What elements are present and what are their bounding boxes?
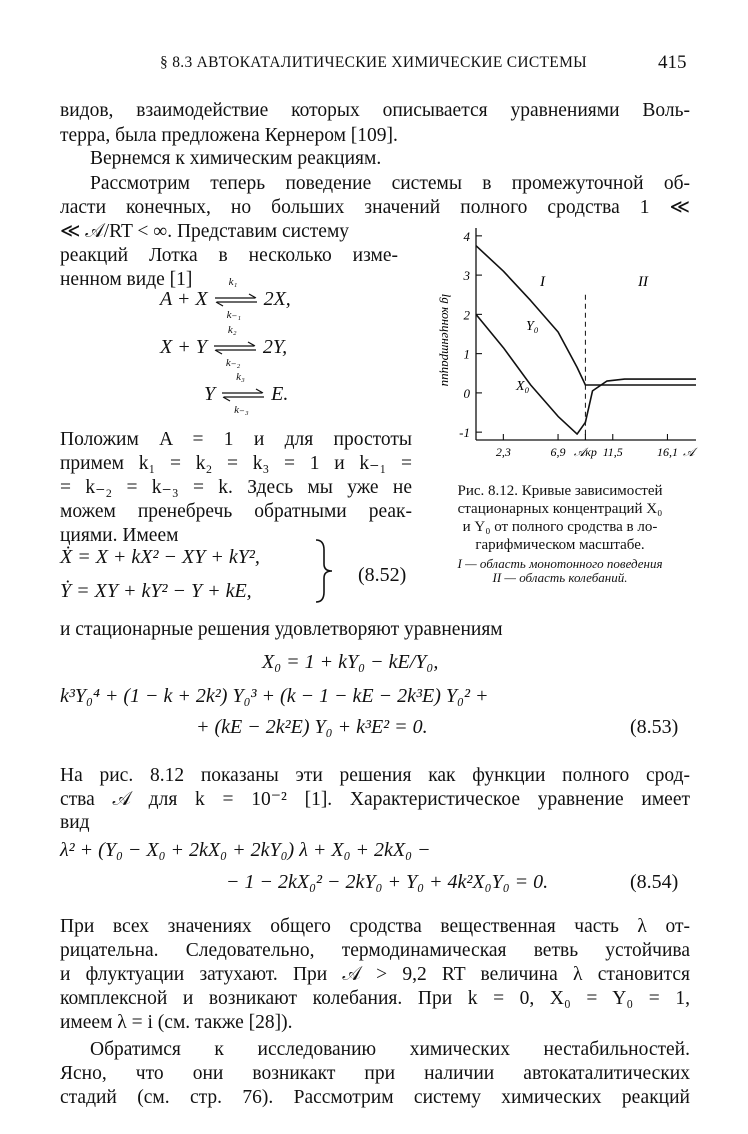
text-line: можем пренебречь обратными реак- (60, 501, 412, 522)
region-label-I: I (540, 274, 545, 290)
curve-label-X0: X₀ (516, 379, 530, 394)
equation-8-53-line1: X₀ = 1 + kY₀ − kE/Y₀, (262, 651, 439, 673)
equation-brace (312, 536, 336, 606)
series-line-x0 (476, 314, 696, 434)
y-tick-label: 0 (463, 385, 470, 401)
y-tick-label: 2 (463, 307, 470, 323)
region-label-II: II (638, 274, 648, 290)
y-axis-label: lg концентрации (439, 293, 454, 387)
text-line: рицательна. Следовательно, термодинамическая ветвь устойчива (60, 940, 690, 961)
text-line: имеем λ = i (см. также [28]). (60, 1012, 293, 1033)
text-line: видов, взаимодействие которых описывается уравнениями Воль- (60, 100, 690, 121)
text-line: циями. Имеем (60, 525, 179, 546)
reaction-left: X + Y (160, 336, 207, 358)
text-line: Обратимся к исследованию химических нестабильностей. (90, 1039, 690, 1060)
figure-8-12 (418, 222, 702, 472)
text-line: реакций Лотка в несколько изме- (60, 245, 398, 266)
text-line: Вернемся к химическим реакциям. (90, 148, 382, 169)
reaction-left: A + X (160, 288, 208, 310)
equation-8-52-line2: Ẏ = XY + kY² − Y + kE, (60, 580, 252, 602)
rate-constant: k₃ (236, 371, 245, 384)
x-tick-label: 11,5 (602, 445, 623, 459)
equation-8-52-line1: Ẋ = X + kX² − XY + kY², (60, 546, 260, 568)
page-number: 415 (658, 52, 687, 73)
equilibrium-arrow (220, 371, 266, 417)
equation-8-54-line1: λ² + (Y₀ − X₀ + 2kX₀ + 2kY₀) λ + X₀ + 2kX₀ − (60, 839, 431, 861)
text-line: вид (60, 812, 90, 833)
text-line: ласти конечных, но больших значений полного сродства 1 ≪ (60, 197, 690, 218)
equation-8-53-line3: + (kE − 2k²E) Y₀ + k³E² = 0. (196, 716, 428, 738)
equation-8-54-line2: − 1 − 2kX₀² − 2kY₀ + Y₀ + 4k²X₀Y₀ = 0. (226, 871, 549, 893)
series-line-y0 (476, 246, 696, 385)
y-tick-label: -1 (459, 425, 470, 441)
text-line: Ясно, что они возникакт при наличии автокаталитических (60, 1063, 690, 1084)
reaction-2 (160, 324, 288, 370)
rate-constant: k₁ (228, 276, 238, 289)
text-line: стадий (см. стр. 76). Рассмотрим систему химических реакций (60, 1087, 690, 1108)
rate-constant: k₋₂ (225, 357, 241, 370)
equation-8-53-line2: k³Y₀⁴ + (1 − k + 2k²) Y₀³ + (k − 1 − kE − 2k³E) Y₀² + (60, 685, 489, 707)
figure-legend-line: II — область колебаний. (492, 570, 628, 585)
y-tick-label: 4 (463, 228, 470, 244)
equilibrium-arrow (213, 276, 259, 322)
x-tick-label: 6,9 (550, 445, 566, 459)
curve-label-Y0: Y₀ (526, 319, 539, 334)
running-header: § 8.3 АВТОКАТАЛИТИЧЕСКИЕ ХИМИЧЕСКИЕ СИСТЕМЫ (160, 54, 587, 71)
reaction-left: Y (204, 383, 216, 405)
text-line: примем k₁ = k₂ = k₃ = 1 и k₋₁ = (60, 453, 412, 474)
text-line: ≪ 𝒜/RT < ∞. Представим систему (60, 221, 350, 242)
reaction-right: 2X, (263, 288, 291, 310)
text-line: ства 𝒜 для k = 10⁻² [1]. Характеристическое уравнение имеет (60, 789, 690, 810)
x-tick-label: 16,1 (656, 445, 678, 459)
figure-caption-line: гарифмическом масштабе. (475, 537, 645, 553)
equation-number: (8.52) (358, 564, 407, 586)
rate-constant: k₋₃ (234, 404, 249, 417)
rate-constant: k₂ (227, 324, 237, 337)
text-line: = k₋₂ = k₋₃ = k. Здесь мы уже не (60, 477, 412, 498)
figure-caption-line: и Y₀ от полного сродства в ло- (462, 519, 658, 535)
x-tick-label: 2,3 (495, 445, 511, 459)
text-line: Рассмотрим теперь поведение системы в промежуточной об- (90, 173, 690, 194)
x-tick-label: 𝒜 (683, 445, 695, 459)
rate-constant: k₋₁ (226, 309, 242, 322)
text-line: и стационарные решения удовлетворяют уравнениям (60, 619, 503, 640)
text-line: ненном виде [1] (60, 269, 193, 290)
reaction-right: 2Y, (262, 336, 288, 358)
equation-number: (8.54) (630, 871, 679, 893)
text-line: При всех значениях общего сродства вещественная часть λ от- (60, 916, 690, 937)
figure-caption-line: стационарных концентраций X₀ (457, 501, 663, 517)
figure-legend-line: I — область монотонного поведения (457, 556, 663, 571)
figure-caption-line: Рис. 8.12. Кривые зависимостей (457, 483, 663, 499)
text-line: и флуктуации затухают. При 𝒜 > 9,2 RT величина λ становится (60, 964, 690, 985)
equation-number: (8.53) (630, 716, 679, 738)
reaction-1 (160, 276, 291, 322)
x-tick-label: 𝒜кр (573, 445, 597, 459)
text-line: На рис. 8.12 показаны эти решения как функции полного срод- (60, 765, 690, 786)
y-tick-label: 1 (463, 346, 470, 362)
y-tick-label: 3 (463, 268, 470, 284)
equilibrium-arrow (212, 324, 258, 370)
text-line: комплексной и возникают колебания. При k = 0, X₀ = Y₀ = 1, (60, 988, 690, 1009)
text-line: терра, была предложена Кернером [109]. (60, 125, 398, 146)
reaction-right: E. (271, 383, 289, 405)
text-line: Положим A = 1 и для простоты (60, 429, 412, 450)
reaction-3 (204, 371, 289, 417)
